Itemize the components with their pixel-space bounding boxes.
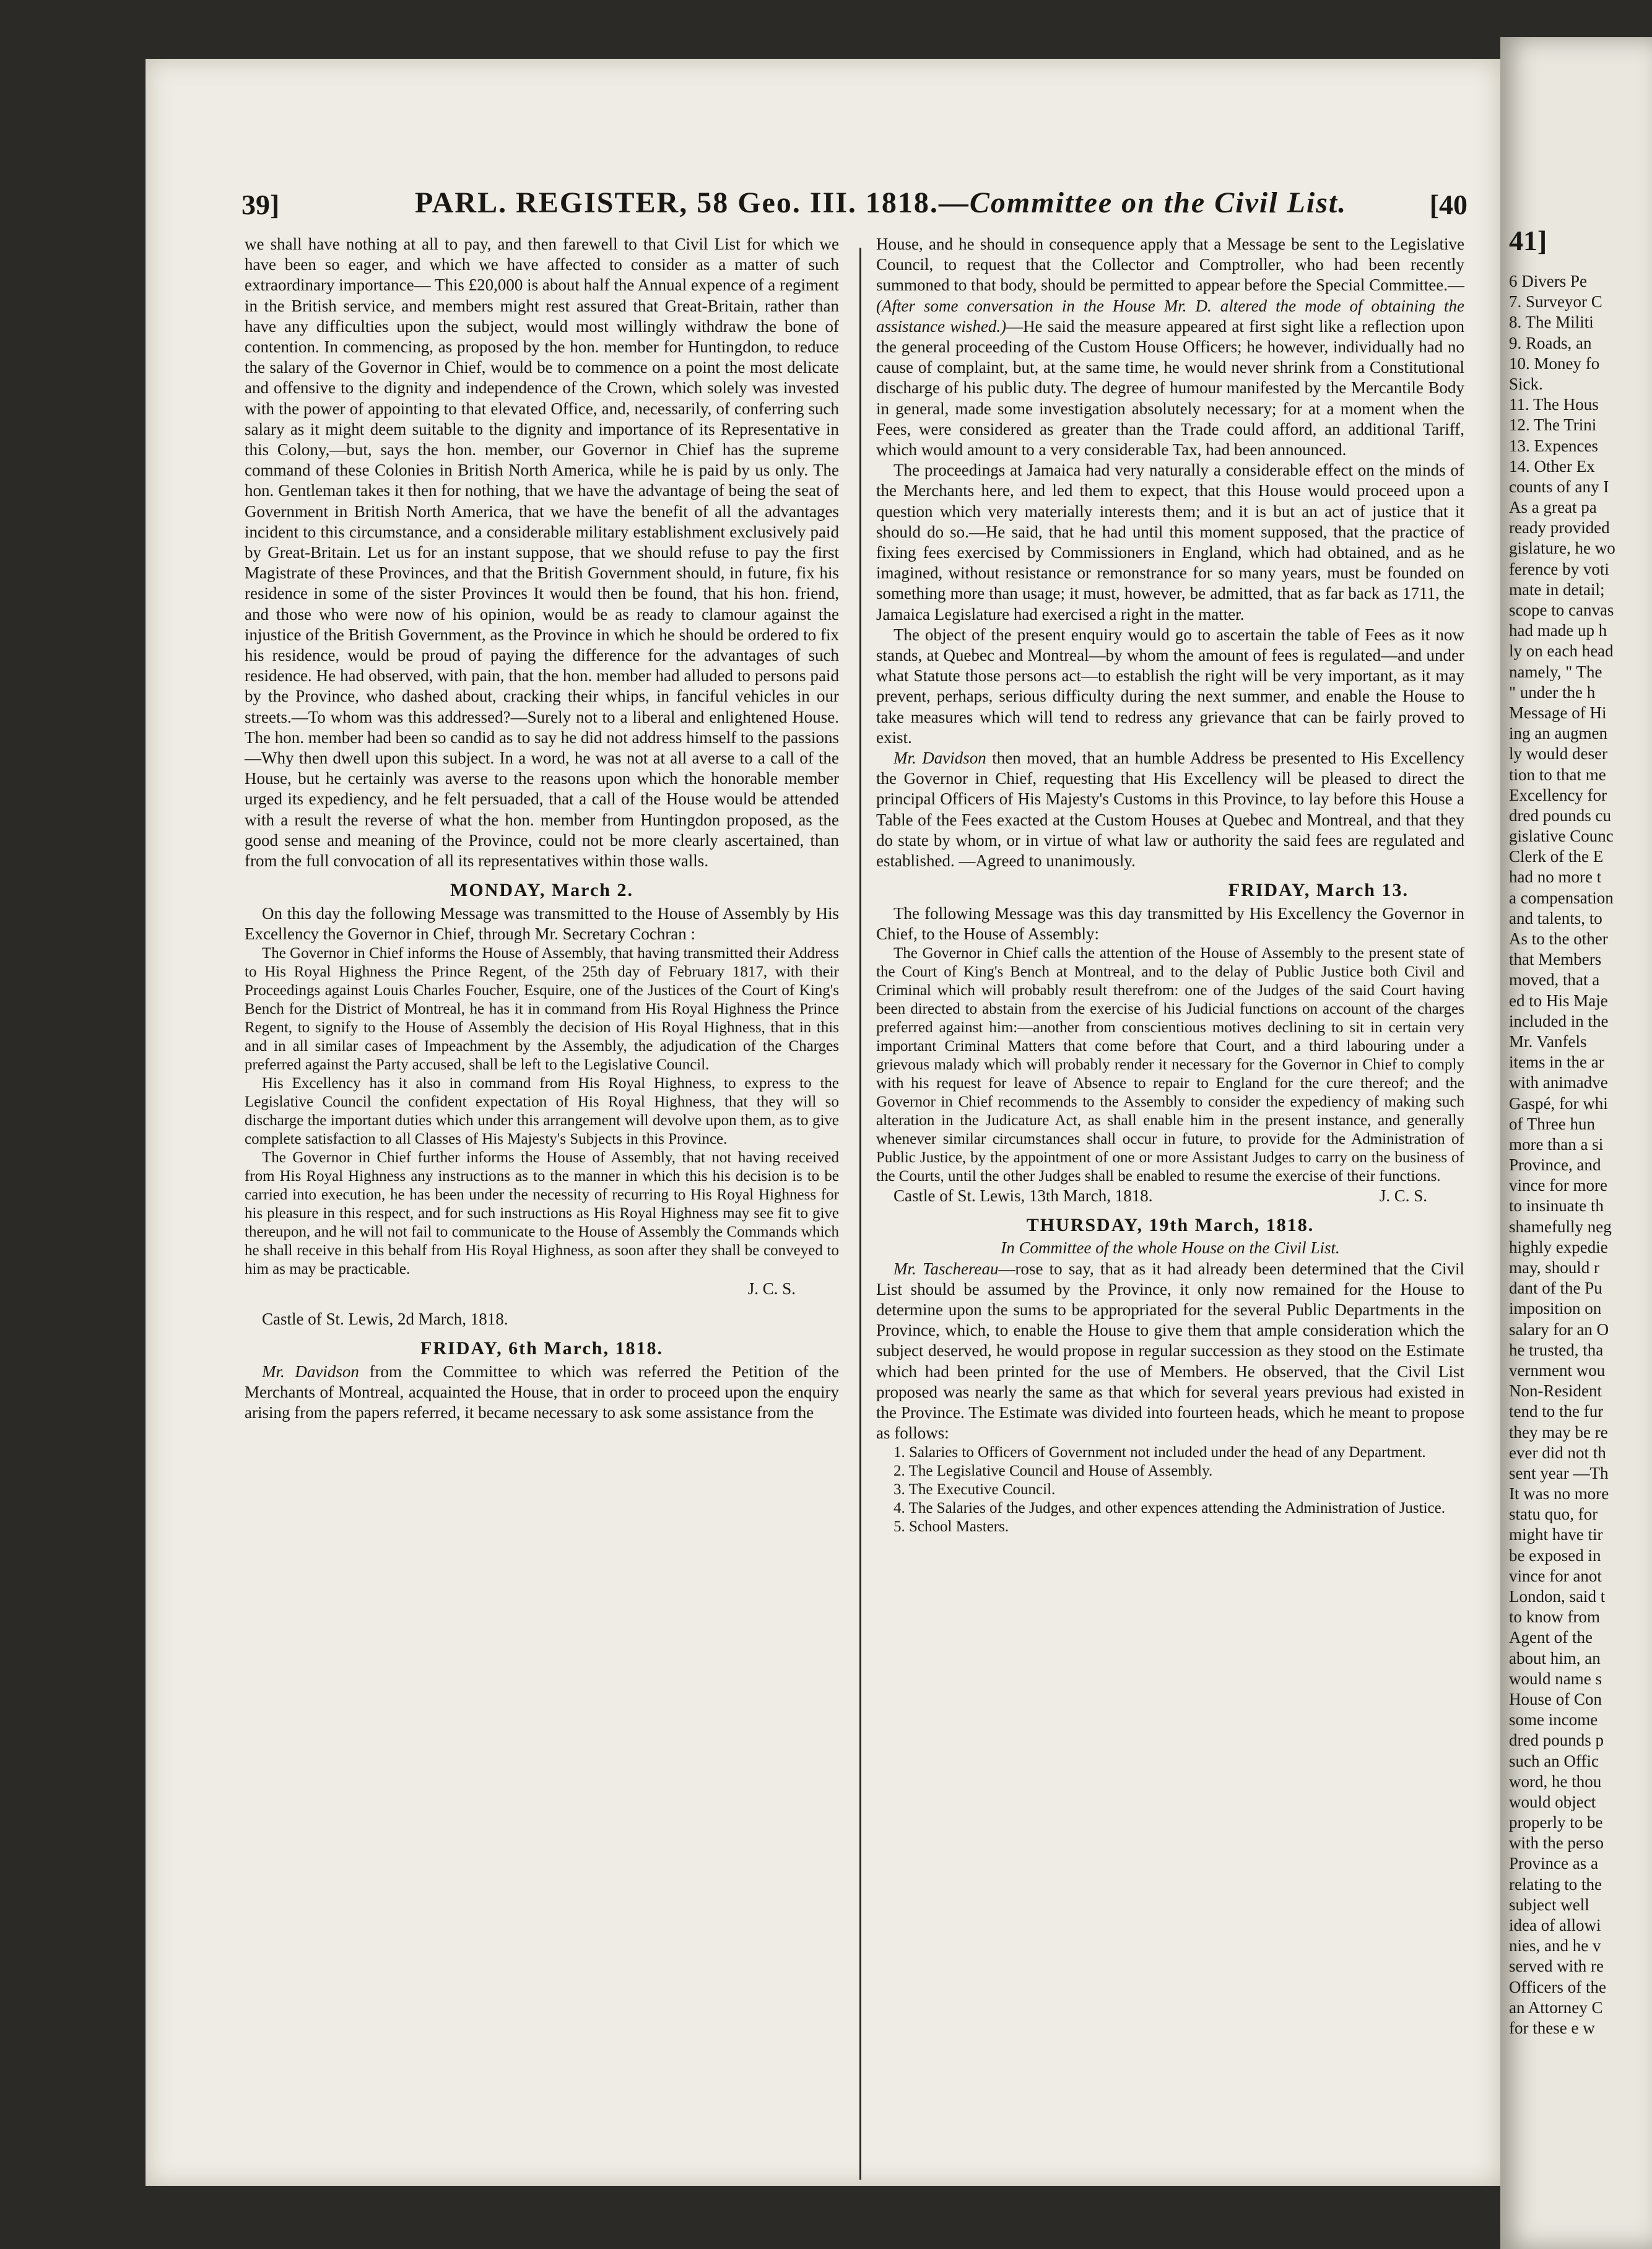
next-page-line: It was no more (1509, 1484, 1609, 1503)
paragraph: The following Message was this day transmitted by His Excellency the Governor in Chief, to the House of Assembly: (876, 903, 1464, 943)
next-page-line: tion to that me (1509, 765, 1606, 784)
paragraph: On this day the following Message was transmitted to the House of Assembly by His Excellency the Governor in Chief, through Mr. Secretary Cochran : (245, 903, 839, 943)
column-divider (859, 248, 861, 2180)
next-page-line: 6 Divers Pe (1509, 272, 1587, 290)
next-page-line: and talents, to (1509, 908, 1602, 928)
next-page-line: that Members (1509, 950, 1602, 969)
next-page-line: gislative Counc (1509, 827, 1614, 846)
next-page-line: idea of allowi (1509, 1916, 1601, 1934)
next-page-line: gislature, he wo (1509, 539, 1615, 558)
running-title (415, 186, 1347, 220)
next-page-line: 7. Surveyor C (1509, 292, 1602, 311)
next-page-line: ly on each head (1509, 642, 1614, 661)
next-page-line: with animadve (1509, 1073, 1608, 1092)
paragraph-text: —He said the measure appeared at first sight like a reflection upon the general proceeding of the Custom House Officers; he however, individually had no cause of complaint, but, at the same time, he would never shrink from a Constitutional discharge of his public duty. The degree of humour manifested by the Mercantile Body in general, made some investigation absolutely necessary; for at a moment when the Fees, were considered as greater than the Trade could afford, an additional Tariff, which would amount to a very considerable Tax, had been announced. (876, 316, 1464, 459)
paragraph (876, 234, 1464, 460)
page-number-right: [40 (1429, 189, 1467, 220)
signature: J. C. S. (1379, 1186, 1427, 1205)
next-page-line: subject well (1509, 1895, 1589, 1914)
paragraph (876, 1259, 1464, 1444)
signature: J. C. S. (747, 1279, 796, 1298)
next-page-line: namely, " The (1509, 662, 1602, 681)
paragraph-text: House, and he should in consequence apply that a Message be sent to the Legislative Council, to request that the Collector and Comptroller, who had been recently summoned to that body, should be permitted to appear before the Special Committee.— (876, 235, 1464, 295)
next-page-line: sent year —Th (1509, 1463, 1609, 1482)
next-page-line: 8. The Militi (1509, 313, 1594, 332)
next-page-line: 12. The Trini (1509, 415, 1597, 435)
next-page-line: to insinuate th (1509, 1196, 1604, 1216)
next-page-line: tend to the fur (1509, 1402, 1604, 1421)
running-title-main: PARL. REGISTER, 58 Geo. III. 1818.— (415, 186, 970, 219)
next-page-line: such an Offic (1509, 1751, 1599, 1770)
next-page-line: counts of any I (1509, 477, 1609, 496)
paragraph: The Governor in Chief informs the House of Assembly, that having transmitted their Address to His Royal Highness the Prince Regent, of the 25th day of February 1817, with their Proceedings against Louis Charles Foucher, Esquire, one of the Justices of the Court of King's Bench for the District of Montreal, he has it in command from His Royal Highness the Prince Regent, to signify to the House of Assembly the decision of His Royal Highness, that in this and in all similar cases of Impeachment by the Assembly, the adjudication of the Charges preferred against the Party accused, shall be left to the Legislative Council. (245, 944, 839, 1073)
next-page-line: Gaspé, for whi (1509, 1094, 1608, 1113)
next-page-line: ever did not th (1509, 1443, 1606, 1462)
speaker-name: Mr. Davidson (262, 1362, 359, 1381)
paragraph-text: —rose to say, that as it had already been determined that the Civil List should be assumed by the Province, it only now remained for the House to determine upon the sums to be appropriated for the several Public Departments in the Province, which, to enable the House to give them that ample consideration which the subject deserved, he would propose in regular succession as they stood on the Estimate which had been printed for the use of Members. He observed, that the Civil List proposed was nearly the same as that which for several years previous had existed in the Province. The Estimate was divided into fourteen heads, which he meant to propose as follows: (876, 1259, 1464, 1443)
list-item: 3. The Executive Council. (893, 1481, 1056, 1499)
list-item: 1. Salaries to Officers of Government not included under the head of any Department. (893, 1444, 1426, 1461)
next-page-line: shamefully neg (1509, 1217, 1612, 1236)
running-header (241, 186, 1467, 229)
next-page-line: 9. Roads, an (1509, 333, 1592, 352)
list-item: 2. The Legislative Council and House of Assembly. (893, 1463, 1213, 1480)
next-page-line: Officers of the (1509, 1977, 1606, 1996)
next-page-line: 13. Expences (1509, 436, 1598, 455)
paragraph: The Governor in Chief further informs the House of Assembly, that not having received from His Royal Highness any instructions as to the manner in which this his decision is to be carried into execution, he has been under the necessity of recurring to His Royal Highness for his pleasure in this respect, and for such instructions as His Royal Highness may see fit to give thereupon, and he will not fail to communicate to the House of Assembly the Commands which he shall receive in this behalf from His Royal Highness, as soon after they shall be conveyed to him as may be practicable. (245, 1149, 839, 1277)
next-page-line: Agent of the (1509, 1628, 1593, 1647)
next-page-line: relating to the (1509, 1874, 1602, 1894)
next-page-line: Province, and (1509, 1155, 1601, 1175)
next-page-line: might have tir (1509, 1525, 1603, 1544)
next-page-line: moved, that a (1509, 970, 1600, 990)
dateline: Castle of St. Lewis, 13th March, 1818. (893, 1186, 1153, 1205)
section-heading: MONDAY, March 2. (450, 880, 633, 901)
paragraph-text: from the Committee to which was referred the Petition of the Merchants of Montreal, acquainted the House, that in order to proceed upon the enquiry arising from the papers referred, it became necessary to ask some assistance from the (245, 1362, 840, 1422)
next-page-line: some income (1509, 1710, 1598, 1729)
next-page-line: 10. Money fo (1509, 354, 1600, 373)
list-item: 5. School Masters. (893, 1518, 1009, 1536)
next-page-line: Province as a (1509, 1854, 1598, 1873)
next-page-line: included in the (1509, 1011, 1609, 1030)
next-page-line: about him, an (1509, 1648, 1601, 1668)
paragraph: The Governor in Chief calls the attention of the House of Assembly to the present state of the Court of King's Bench at Montreal, and to the delay of Public Justice both Civil and Criminal which will probably result therefrom: one of the Judges of the said Court having been directed to abstain from the exercise of his Judicial functions on account of the charges preferred against him:—another from conscientious motives declining to sit in certain very important Criminal Matters that come before that Court, and a third labouring under a grievous malady which will probably render it necessary for the Governor in Chief to comply with his request for leave of Absence to repair to England for the cure thereof; and the Governor in Chief recommends to the Assembly to consider the expediency of making such alteration in the Judicature Act, as shall enable him in the present instance, and generally whenever similar circumstances shall occur in future, to provide for the Administration of Public Justice, by the appointment of one or more Assistant Judges to carry on the business of the Courts, until the other Judges shall be enabled to resume the exercise of their functions. (876, 944, 1464, 1185)
paragraph (876, 748, 1464, 871)
next-page-line: Message of Hi (1509, 703, 1607, 722)
next-page-line: word, he thou (1509, 1772, 1602, 1791)
next-page-line: ing an augmen (1509, 724, 1607, 743)
next-page-line: London, said t (1509, 1587, 1606, 1606)
speaker-name: Mr. Taschereau (893, 1259, 999, 1278)
next-page-line: statu quo, for (1509, 1505, 1598, 1524)
next-page-line: ly would deser (1509, 744, 1607, 763)
next-page-line: House of Con (1509, 1689, 1602, 1708)
next-page-line: imposition on (1509, 1299, 1602, 1318)
next-page-line: nies, and he v (1509, 1936, 1601, 1955)
right-column (876, 234, 1464, 1536)
next-page-line: salary for an O (1509, 1320, 1609, 1339)
next-page-line: served with re (1509, 1957, 1604, 1976)
next-page-line: Clerk of the E (1509, 847, 1604, 866)
italic-note: (After some conversation in the House Mr. D. altered the mode of obtaining the assistance wished.) (876, 296, 1464, 336)
paragraph (245, 1362, 839, 1424)
next-page-line: Sick. (1509, 374, 1543, 393)
speaker-name: Mr. Davidson (893, 749, 986, 768)
next-page-line: As a great pa (1509, 498, 1597, 517)
next-page-line: dred pounds cu (1509, 806, 1611, 825)
next-page-line: Non-Resident (1509, 1381, 1602, 1401)
next-page-line: Mr. Vanfels (1509, 1032, 1587, 1051)
page-number-next: 41] (1509, 225, 1547, 256)
paragraph: The proceedings at Jamaica had very naturally a considerable effect on the minds of the Merchants here, and led them to expect, that this House would proceed upon a question which very materially interests them; and it is but an act of justice that it should do so.—He said, that he had until this moment supposed, that the practice of fixing fees exercised by Commissioners in England, which had obtained, and as he imagined, without resistance or remonstrance for so many years, must be founded on something more than usage; it must, however, be admitted, that as far back as 1711, the Jamaica Legislature had exercised a right in the matter. (876, 461, 1464, 624)
next-page-line: would name s (1509, 1669, 1602, 1688)
dateline: Castle of St. Lewis, 2d March, 1818. (262, 1310, 508, 1329)
next-page-line: an Attorney C (1509, 1998, 1603, 2017)
next-page-line: be exposed in (1509, 1546, 1601, 1565)
paragraph-text: then moved, that an humble Address be presented to His Excellency the Governor in Chief, requesting that His Excellency will be pleased to direct the principal Officers of His Majesty's Customs in this Province, to lay before this House a Table of the Fees exacted at the Custom Houses at Quebec and Montreal, and that they do state by whom, or in virtue of what law or authority the said fees are regulated and established. —Agreed to unanimously. (876, 749, 1465, 871)
next-page-line: ready provided (1509, 518, 1610, 537)
next-page-line: would object (1509, 1792, 1596, 1811)
next-page-line: 11. The Hous (1509, 395, 1599, 414)
next-page-line: ference by voti (1509, 559, 1609, 578)
next-page-line: he trusted, tha (1509, 1340, 1604, 1359)
next-page-line: ed to His Maje (1509, 991, 1608, 1010)
next-page-line: mate in detail; (1509, 580, 1605, 599)
next-page-line: vince for more (1509, 1176, 1607, 1195)
next-page-line: highly expedie (1509, 1237, 1608, 1256)
dateline-signature (876, 1186, 1464, 1206)
next-page-line: properly to be (1509, 1813, 1603, 1832)
next-page-line: had no more t (1509, 868, 1602, 887)
paragraph: His Excellency has it also in command from His Royal Highness, to express to the Legislative Council the confident expectation of His Royal Highness, that they will so discharge the important duties which under this arrangement will devolve upon them, as to give complete satisfaction to all Classes of His Majesty's Subjects in this Province. (245, 1074, 839, 1147)
next-page-line: scope to canvas (1509, 601, 1614, 619)
next-page-line: vernment wou (1509, 1360, 1606, 1380)
next-page-line: dant of the Pu (1509, 1279, 1602, 1298)
next-page-line: vince for anot (1509, 1566, 1602, 1585)
next-page-line: with the perso (1509, 1834, 1604, 1853)
next-page-line: a compensation (1509, 888, 1614, 907)
next-page-line: As to the other (1509, 929, 1608, 948)
next-page-line: more than a si (1509, 1134, 1604, 1154)
paragraph: The object of the present enquiry would go to ascertain the table of Fees as it now stands, at Quebec and Montreal—by whom the amount of fees is regulated—and under what Statute those persons act—to establish the right will be very important, as it may prevent, perhaps, serious difficulty during the next summer, and enable the House to take measures which will tend to redress any grievance that can be fairly proved to exist. (876, 625, 1464, 747)
next-page-line: had made up h (1509, 621, 1607, 640)
next-page-line: of Three hun (1509, 1114, 1595, 1133)
next-page-line: " under the h (1509, 682, 1596, 702)
section-subheading: In Committee of the whole House on the Civil List. (1001, 1238, 1340, 1258)
next-page-line: dred pounds p (1509, 1731, 1604, 1750)
next-page-line: for these e w (1509, 2018, 1595, 2037)
running-title-italic: Committee on the Civil List. (969, 186, 1347, 219)
page-number-left: 39] (241, 189, 280, 220)
next-page-line: to know from (1509, 1607, 1600, 1627)
section-heading: THURSDAY, 19th March, 1818. (1026, 1215, 1315, 1236)
estimate-list (876, 1443, 1464, 1536)
next-page-line: 14. Other Ex (1509, 456, 1595, 476)
paragraph: we shall have nothing at all to pay, and then farewell to that Civil List for which we have been so eager, and which we have affected to consider as a matter of such extraordinary importance— This £20,000 is about half the Annual expence of a regiment in the British service, and members might rest assured that Great-Britain, rather than have any difficulties upon the subject, would most willingly withdraw the bone of contention. In commencing, as proposed by the hon. member for Huntingdon, to reduce the salary of the Governor in Chief, would be to commence on a point the most delicate and offensive to the dignity and independence of the Crown, which solely was invested with the power of appointing to that elevated Office, and, necessarily, of conferring such salary as it might deem suitable to the dignity and importance of its Representative in this Colony,—but, says the hon. member, our Governor in Chief has the supreme command of these Colonies in British North America, while he is paid by us only. The hon. Gentleman takes it then for nothing, that we have the advantage of being the seat of Government in British North America, that we have the benefit of all the advantages incident to this circumstance, and a considerable military establishment exclusively paid by Great-Britain. Let us for an instant suppose, that we should refuse to pay the first Magistrate of these Provinces, and that the British Government should, in future, fix his residence in some of the sister Provinces It would then be found, that his hon. friend, and those who were now of his opinion, would be as ready to clamour against the injustice of the British Government, as the Province in which he should be ordered to fix his residence, would be proud of paying the difference for the advantages of such residence. He had observed, with pain, that the hon. member had alluded to persons paid by the Province, who dashed about, cracking their whips, in fanciful vehicles in our streets.—To whom was this addressed?—Surely not to a liberal and enlightened House. The hon. member had been so candid as to say he did not address himself to the passions—Why then dwell upon this subject. In a word, he was not at all averse to a call of the House, but he certainly was averse to the reasons upon which the honorable member urged its expediency, and he felt persuaded, that a call of the House would be attended with a result the reverse of what the hon. member from Huntingdon proposed, as the good sense and meaning of the Province, could not be more clearly ascertained, than from the full convocation of all its representatives within those walls. (245, 235, 839, 871)
section-heading: FRIDAY, 6th March, 1818. (420, 1338, 663, 1359)
left-column (245, 234, 839, 1423)
section-heading: FRIDAY, March 13. (1228, 880, 1409, 901)
next-page-line: may, should r (1509, 1258, 1599, 1277)
next-page-text (1509, 271, 1652, 2038)
next-page-edge (1500, 37, 1652, 2249)
next-page-line: they may be re (1509, 1422, 1608, 1442)
next-page-line: Excellency for (1509, 785, 1607, 804)
next-page-line: items in the ar (1509, 1053, 1604, 1072)
list-item: 4. The Salaries of the Judges, and other expences attending the Administration of Justice. (893, 1500, 1445, 1517)
